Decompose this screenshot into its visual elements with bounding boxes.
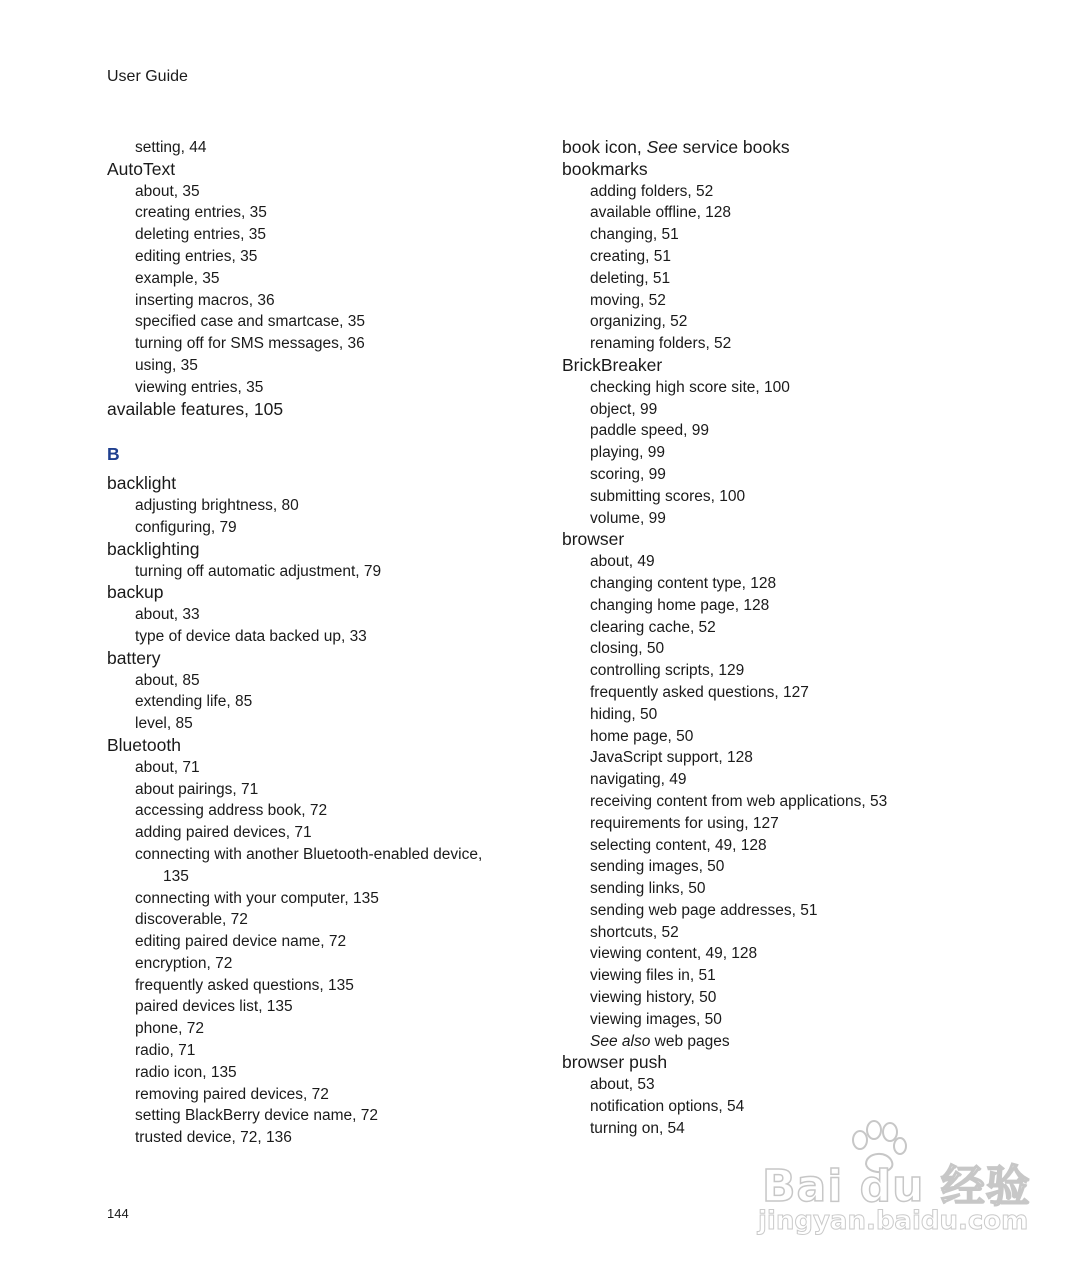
- see-reference: See also: [590, 1032, 651, 1050]
- index-entry: BrickBreaker: [562, 354, 663, 375]
- index-entry: browser push: [562, 1052, 668, 1073]
- index-entry: Bluetooth: [107, 734, 181, 755]
- index-subentry: changing content type, 128: [590, 574, 777, 592]
- index-subentry: home page, 50: [590, 727, 694, 745]
- index-subentry: viewing history, 50: [590, 989, 717, 1007]
- index-entry: backlight: [107, 473, 177, 494]
- index-subentry: paddle speed, 99: [590, 422, 709, 440]
- watermark-url: jingyan.baidu.com: [758, 1206, 1029, 1236]
- index-subentry: creating entries, 35: [135, 204, 267, 222]
- index-section-letter: B: [107, 444, 120, 465]
- index-subentry: inserting macros, 36: [135, 291, 275, 309]
- index-entry: backup: [107, 582, 164, 603]
- index-subentry: trusted device, 72, 136: [135, 1129, 292, 1147]
- index-entry: battery: [107, 647, 161, 668]
- index-subentry: available offline, 128: [590, 204, 732, 222]
- index-subentry: checking high score site, 100: [590, 378, 790, 396]
- index-entry: book icon, See service books: [562, 137, 790, 157]
- index-subentry: about, 35: [135, 182, 200, 200]
- index-subentry: frequently asked questions, 127: [590, 683, 809, 701]
- index-subentry-continuation: 135: [163, 867, 189, 885]
- index-subentry: requirements for using, 127: [590, 814, 779, 832]
- index-subentry: adding paired devices, 71: [135, 824, 312, 842]
- index-subentry: adding folders, 52: [590, 182, 714, 200]
- index-subentry: sending links, 50: [590, 880, 706, 898]
- index-subentry: changing home page, 128: [590, 596, 770, 614]
- index-subentry: example, 35: [135, 269, 220, 287]
- index-subentry: radio, 71: [135, 1042, 196, 1060]
- index-subentry: closing, 50: [590, 640, 665, 658]
- index-subentry: type of device data backed up, 33: [135, 627, 367, 645]
- index-subentry: turning off for SMS messages, 36: [135, 335, 365, 353]
- index-subentry: editing paired device name, 72: [135, 933, 347, 951]
- index-subentry: shortcuts, 52: [590, 923, 679, 941]
- index-subentry: receiving content from web applications, 53: [590, 792, 888, 810]
- index-subentry: viewing images, 50: [590, 1010, 722, 1028]
- index-subentry: navigating, 49: [590, 771, 687, 789]
- index-entry: backlighting: [107, 538, 200, 559]
- index-subentry: JavaScript support, 128: [590, 749, 753, 767]
- index-subentry: submitting scores, 100: [590, 487, 746, 505]
- index-entry: available features, 105: [107, 398, 284, 419]
- index-subentry: extending life, 85: [135, 693, 253, 711]
- index-subentry: configuring, 79: [135, 518, 237, 536]
- index-subentry: paired devices list, 135: [135, 998, 293, 1016]
- index-subentry: playing, 99: [590, 444, 665, 462]
- index-column-right: [562, 137, 1002, 1140]
- index-subentry: about, 71: [135, 758, 200, 776]
- index-entry: browser: [562, 529, 625, 550]
- index-subentry: connecting with your computer, 135: [135, 889, 379, 907]
- index-subentry: organizing, 52: [590, 313, 688, 331]
- index-subentry: moving, 52: [590, 291, 666, 309]
- index-subentry: viewing content, 49, 128: [590, 945, 758, 963]
- see-reference: See: [646, 137, 678, 157]
- index-subentry: notification options, 54: [590, 1098, 745, 1116]
- index-subentry: about, 33: [135, 606, 200, 624]
- index-subentry: about, 49: [590, 553, 655, 571]
- index-subentry: editing entries, 35: [135, 247, 258, 265]
- index-subentry: sending web page addresses, 51: [590, 901, 818, 919]
- index-subentry: renaming folders, 52: [590, 335, 732, 353]
- baidu-watermark: [752, 1120, 1031, 1244]
- index-subentry: sending images, 50: [590, 858, 725, 876]
- index-subentry: selecting content, 49, 128: [590, 836, 767, 854]
- index-entry: bookmarks: [562, 158, 648, 179]
- index-subentry: viewing files in, 51: [590, 967, 716, 985]
- index-subentry: about, 53: [590, 1076, 655, 1094]
- index-subentry: radio icon, 135: [135, 1063, 237, 1081]
- index-subentry: adjusting brightness, 80: [135, 497, 299, 515]
- index-subentry: scoring, 99: [590, 465, 666, 483]
- index-subentry: discoverable, 72: [135, 911, 248, 929]
- index-subentry: volume, 99: [590, 509, 666, 527]
- index-subentry: specified case and smartcase, 35: [135, 313, 366, 331]
- index-subentry: changing, 51: [590, 226, 679, 244]
- index-subentry: deleting entries, 35: [135, 226, 266, 244]
- index-subentry: using, 35: [135, 356, 198, 374]
- index-subentry: deleting, 51: [590, 269, 671, 287]
- running-head: User Guide: [107, 68, 188, 85]
- index-subentry: hiding, 50: [590, 705, 658, 723]
- index-subentry: See also web pages: [590, 1032, 730, 1050]
- page-number: 144: [107, 1206, 129, 1221]
- index-subentry: connecting with another Bluetooth-enabled device,: [135, 845, 483, 863]
- index-subentry: phone, 72: [135, 1020, 204, 1038]
- index-subentry: object, 99: [590, 400, 658, 418]
- index-column-left: [107, 137, 547, 1149]
- index-subentry: about pairings, 71: [135, 780, 259, 798]
- watermark-logo-text: Bai du 经验: [762, 1161, 1031, 1212]
- index-subentry: setting, 44: [135, 139, 207, 156]
- index-subentry: turning off automatic adjustment, 79: [135, 562, 382, 580]
- index-subentry: setting BlackBerry device name, 72: [135, 1107, 378, 1125]
- index-subentry: turning on, 54: [590, 1119, 685, 1137]
- index-subentry: viewing entries, 35: [135, 378, 264, 396]
- index-subentry: accessing address book, 72: [135, 802, 328, 820]
- index-subentry: encryption, 72: [135, 954, 233, 972]
- index-subentry: about, 85: [135, 671, 200, 689]
- index-entry: AutoText: [107, 158, 176, 179]
- index-subentry: frequently asked questions, 135: [135, 976, 354, 994]
- index-subentry: controlling scripts, 129: [590, 662, 745, 680]
- index-subentry: creating, 51: [590, 247, 671, 265]
- index-subentry: level, 85: [135, 715, 193, 733]
- index-subentry: removing paired devices, 72: [135, 1085, 329, 1103]
- index-subentry: clearing cache, 52: [590, 618, 716, 636]
